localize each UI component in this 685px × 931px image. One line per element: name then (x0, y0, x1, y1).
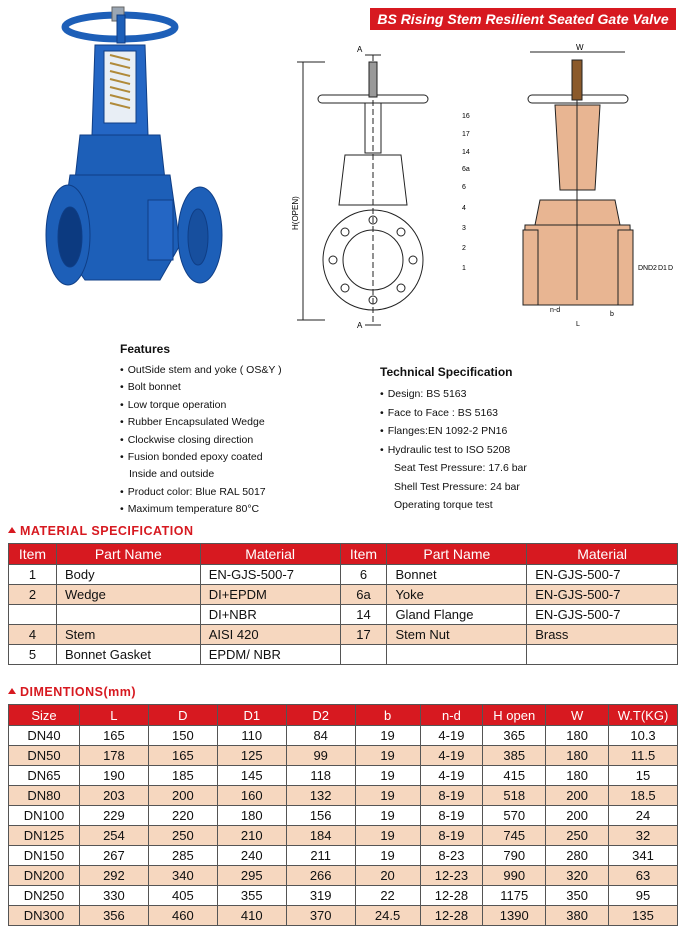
dim-n-d: n-d (550, 307, 561, 314)
table-cell: 292 (79, 866, 148, 886)
table-header-cell: Size (9, 705, 80, 726)
table-cell: 24 (609, 806, 678, 826)
table-cell: Gland Flange (387, 605, 527, 625)
dim-dn: DN (638, 265, 649, 272)
callout-14: 14 (462, 149, 470, 156)
feature-item: • Maximum temperature 80°C (120, 501, 360, 518)
table-cell: 356 (79, 906, 148, 926)
features-section (120, 342, 360, 519)
table-row (9, 585, 678, 605)
table-cell: EN-GJS-500-7 (527, 565, 678, 585)
page-title: BS Rising Stem Resilient Seated Gate Valve (370, 8, 676, 30)
table-cell: 518 (483, 786, 546, 806)
triangle-icon (8, 527, 16, 533)
table-cell: 11.5 (609, 746, 678, 766)
table-cell: DN50 (9, 746, 80, 766)
table-cell: 4-19 (420, 726, 483, 746)
table-cell: 745 (483, 826, 546, 846)
table-cell: 8-23 (420, 846, 483, 866)
table-cell: 8-19 (420, 826, 483, 846)
table-cell: 365 (483, 726, 546, 746)
triangle-icon (8, 688, 16, 694)
table-cell: 1 (9, 565, 57, 585)
feature-item: • Bolt bonnet (120, 379, 360, 396)
table-cell: 156 (286, 806, 355, 826)
table-cell: 200 (546, 806, 609, 826)
table-cell: 200 (546, 786, 609, 806)
table-cell: Brass (527, 625, 678, 645)
table-cell: 415 (483, 766, 546, 786)
table-cell: 380 (546, 906, 609, 926)
table-cell: 250 (148, 826, 217, 846)
table-cell: 4-19 (420, 766, 483, 786)
table-cell: 24.5 (355, 906, 420, 926)
table-cell: 570 (483, 806, 546, 826)
table-cell: 165 (79, 726, 148, 746)
table-cell: 5 (9, 645, 57, 665)
tech-spec-title: Technical Specification (380, 365, 513, 379)
table-cell: 250 (546, 826, 609, 846)
dim-d1: D1 (658, 265, 667, 272)
material-table (8, 543, 678, 665)
table-cell: 19 (355, 766, 420, 786)
table-cell: 1390 (483, 906, 546, 926)
table-cell: 405 (148, 886, 217, 906)
table-cell: 350 (546, 886, 609, 906)
table-cell: 19 (355, 806, 420, 826)
table-cell: 99 (286, 746, 355, 766)
table-header-cell: L (79, 705, 148, 726)
table-cell: 460 (148, 906, 217, 926)
table-cell: 12-28 (420, 906, 483, 926)
table-cell: DI+EPDM (200, 585, 340, 605)
table-cell: 240 (217, 846, 286, 866)
front-view-drawing (285, 40, 435, 330)
dimensions-section-title: DIMENTIONS(mm) (8, 685, 136, 699)
callout-3: 3 (462, 225, 466, 232)
table-cell (56, 605, 200, 625)
table-cell: DN65 (9, 766, 80, 786)
table-cell: 12-28 (420, 886, 483, 906)
table-row (9, 605, 678, 625)
callout-17: 17 (462, 131, 470, 138)
table-header-cell: D (148, 705, 217, 726)
table-cell: Yoke (387, 585, 527, 605)
table-cell: 355 (217, 886, 286, 906)
table-cell: 410 (217, 906, 286, 926)
callout-4: 4 (462, 205, 466, 212)
callout-16: 16 (462, 113, 470, 120)
tech-item: • Face to Face : BS 5163 (380, 404, 670, 423)
table-cell: 200 (148, 786, 217, 806)
table-cell: 8-19 (420, 806, 483, 826)
table-cell: 19 (355, 826, 420, 846)
table-cell: DN125 (9, 826, 80, 846)
table-cell: DN150 (9, 846, 80, 866)
callout-2: 2 (462, 245, 466, 252)
feature-item: • Low torque operation (120, 397, 360, 414)
table-cell: 18.5 (609, 786, 678, 806)
table-cell: EN-GJS-500-7 (527, 605, 678, 625)
table-cell: 17 (340, 625, 387, 645)
table-cell: DN100 (9, 806, 80, 826)
tech-item: Seat Test Pressure: 17.6 bar (394, 462, 527, 474)
table-cell: Body (56, 565, 200, 585)
table-row (9, 786, 678, 806)
table-cell: Stem Nut (387, 625, 527, 645)
tech-item: • Design: BS 5163 (380, 385, 670, 404)
table-cell: 340 (148, 866, 217, 886)
table-cell: 229 (79, 806, 148, 826)
table-row (9, 906, 678, 926)
feature-item: • Fusion bonded epoxy coated (120, 449, 360, 466)
valve-photo (40, 5, 240, 305)
table-row (9, 846, 678, 866)
table-cell: 185 (148, 766, 217, 786)
table-cell: 110 (217, 726, 286, 746)
table-row (9, 726, 678, 746)
dim-b: b (610, 311, 614, 318)
feature-item: Inside and outside (129, 468, 215, 481)
table-header-cell: H open (483, 705, 546, 726)
table-cell: 319 (286, 886, 355, 906)
callout-1: 1 (462, 265, 466, 272)
table-cell: 267 (79, 846, 148, 866)
table-cell: 10.3 (609, 726, 678, 746)
table-cell: 135 (609, 906, 678, 926)
table-row (9, 565, 678, 585)
table-cell: 19 (355, 786, 420, 806)
table-cell: 280 (546, 846, 609, 866)
table-row (9, 645, 678, 665)
table-cell: 63 (609, 866, 678, 886)
table-cell: 990 (483, 866, 546, 886)
table-cell: 84 (286, 726, 355, 746)
table-cell: 190 (79, 766, 148, 786)
table-cell: 180 (546, 766, 609, 786)
table-cell: 320 (546, 866, 609, 886)
table-cell: 150 (148, 726, 217, 746)
tech-item: • Hydraulic test to ISO 5208 (380, 441, 670, 460)
feature-item: • Rubber Encapsulated Wedge (120, 414, 360, 431)
table-cell: 19 (355, 726, 420, 746)
table-cell: DN80 (9, 786, 80, 806)
dim-l: L (576, 321, 580, 328)
table-cell: 95 (609, 886, 678, 906)
table-row (9, 826, 678, 846)
table-cell: Stem (56, 625, 200, 645)
table-cell: 341 (609, 846, 678, 866)
table-cell (340, 645, 387, 665)
table-cell: 178 (79, 746, 148, 766)
table-cell: 330 (79, 886, 148, 906)
table-header-cell: W (546, 705, 609, 726)
section-view-drawing (450, 40, 680, 330)
table-cell: Wedge (56, 585, 200, 605)
table-cell: 19 (355, 846, 420, 866)
table-cell: 266 (286, 866, 355, 886)
table-cell: Bonnet (387, 565, 527, 585)
tech-item: Operating torque test (394, 499, 493, 511)
table-cell: 145 (217, 766, 286, 786)
table-cell: EPDM/ NBR (200, 645, 340, 665)
table-row (9, 806, 678, 826)
label-h-open: H(OPEN) (291, 196, 300, 230)
table-cell: 285 (148, 846, 217, 866)
table-cell: EN-GJS-500-7 (200, 565, 340, 585)
dim-d2: D2 (648, 265, 657, 272)
table-cell: DN200 (9, 866, 80, 886)
table-cell: 385 (483, 746, 546, 766)
table-cell: EN-GJS-500-7 (527, 585, 678, 605)
table-cell: 6 (340, 565, 387, 585)
material-section-title: MATERIAL SPECIFICATION (8, 524, 194, 538)
table-row (9, 866, 678, 886)
table-cell: 790 (483, 846, 546, 866)
table-cell: 14 (340, 605, 387, 625)
table-header-cell: b (355, 705, 420, 726)
dimensions-table (8, 704, 678, 926)
table-cell: 12-23 (420, 866, 483, 886)
table-cell: 180 (546, 726, 609, 746)
table-cell: 8-19 (420, 786, 483, 806)
callout-6a: 6a (462, 166, 470, 173)
table-cell: 184 (286, 826, 355, 846)
table-cell: 4 (9, 625, 57, 645)
table-cell: 4-19 (420, 746, 483, 766)
table-cell: 254 (79, 826, 148, 846)
features-title: Features (120, 342, 171, 356)
table-cell: Bonnet Gasket (56, 645, 200, 665)
table-cell: 210 (217, 826, 286, 846)
table-header-cell: D2 (286, 705, 355, 726)
table-cell: 211 (286, 846, 355, 866)
table-cell: 180 (217, 806, 286, 826)
dim-d: D (668, 265, 674, 272)
table-cell: 32 (609, 826, 678, 846)
table-cell: 370 (286, 906, 355, 926)
table-header-cell: D1 (217, 705, 286, 726)
table-header-cell: W.T(KG) (609, 705, 678, 726)
table-row (9, 886, 678, 906)
table-cell (527, 645, 678, 665)
feature-item: • Clockwise closing direction (120, 432, 360, 449)
table-cell: 19 (355, 746, 420, 766)
table-header-row (9, 705, 678, 726)
table-cell: 132 (286, 786, 355, 806)
tech-item: Shell Test Pressure: 24 bar (394, 480, 520, 493)
table-cell: 118 (286, 766, 355, 786)
table-cell: 203 (79, 786, 148, 806)
tech-item: • Flanges:EN 1092-2 PN16 (380, 422, 670, 441)
table-cell: DN300 (9, 906, 80, 926)
tech-spec-section (380, 365, 670, 515)
table-cell (387, 645, 527, 665)
table-cell: 22 (355, 886, 420, 906)
table-cell: 295 (217, 866, 286, 886)
label-a-top: A (357, 45, 363, 54)
table-header-row: Item Part Name Material Item Part Name Material (9, 544, 678, 565)
table-row (9, 766, 678, 786)
table-cell: 165 (148, 746, 217, 766)
table-cell: 15 (609, 766, 678, 786)
table-cell: 125 (217, 746, 286, 766)
table-cell: 20 (355, 866, 420, 886)
callout-6: 6 (462, 184, 466, 191)
table-cell: DI+NBR (200, 605, 340, 625)
table-row (9, 625, 678, 645)
table-cell: 6a (340, 585, 387, 605)
table-cell: AISI 420 (200, 625, 340, 645)
table-cell: 180 (546, 746, 609, 766)
table-cell (9, 605, 57, 625)
table-header-cell: n-d (420, 705, 483, 726)
table-cell: 2 (9, 585, 57, 605)
table-cell: DN40 (9, 726, 80, 746)
table-cell: 1175 (483, 886, 546, 906)
table-cell: 160 (217, 786, 286, 806)
feature-item: • Product color: Blue RAL 5017 (120, 484, 360, 501)
table-row (9, 746, 678, 766)
table-cell: DN250 (9, 886, 80, 906)
table-cell: 220 (148, 806, 217, 826)
label-a-bottom: A (357, 321, 363, 330)
feature-item: • OutSide stem and yoke ( OS&Y ) (120, 362, 360, 379)
label-w: W (576, 43, 584, 52)
